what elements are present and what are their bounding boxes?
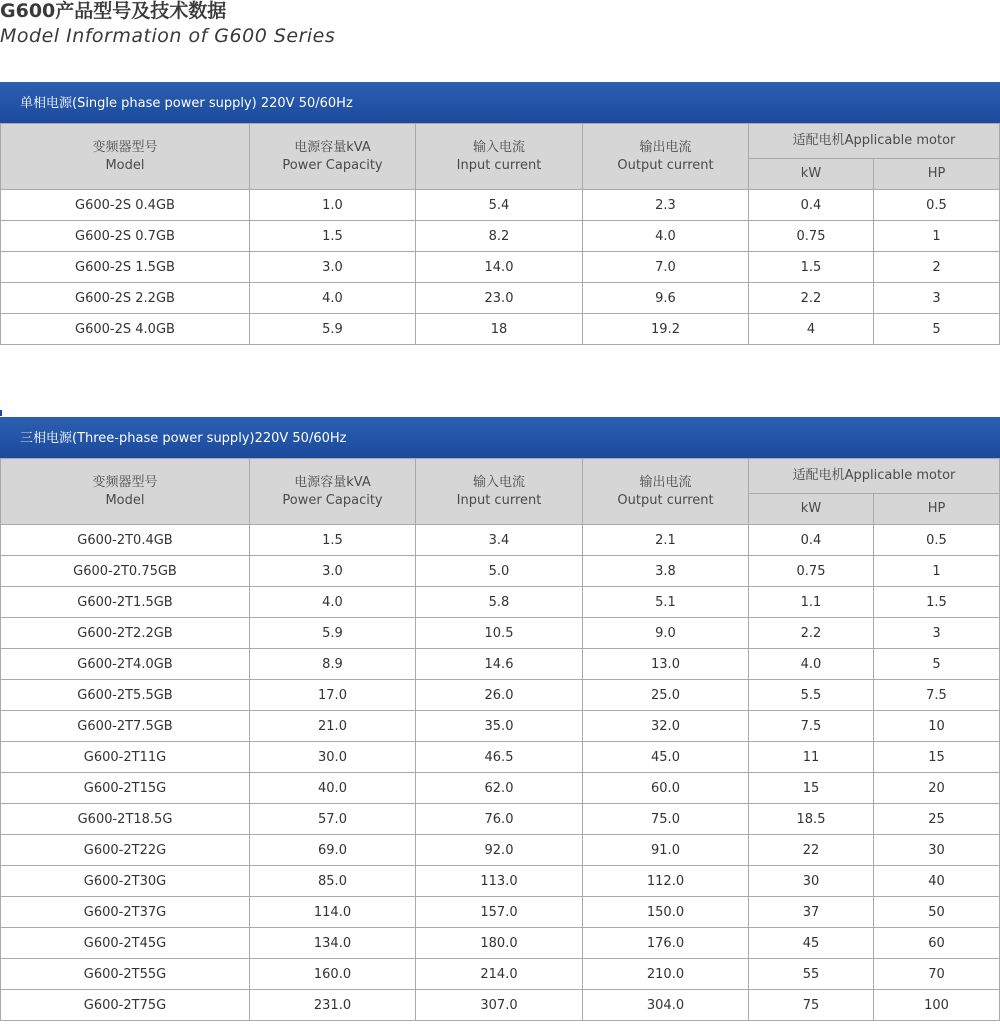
cell-kw: 4 xyxy=(749,314,874,345)
header-capacity-en: Power Capacity xyxy=(282,492,383,508)
three-phase-band: 三相电源(Three-phase power supply)220V 50/60Hz xyxy=(0,417,1000,458)
cell-model: G600-2T45G xyxy=(1,928,250,959)
cell-input-current: 14.0 xyxy=(416,252,583,283)
header-input-en: Input current xyxy=(456,492,542,508)
cell-hp: 25 xyxy=(874,804,1000,835)
cell-capacity: 134.0 xyxy=(250,928,416,959)
header-kw: kW xyxy=(749,159,874,190)
cell-model: G600-2T5.5GB xyxy=(1,680,250,711)
header-capacity-zh: 电源容量kVA xyxy=(294,139,371,155)
cell-input-current: 35.0 xyxy=(416,711,583,742)
cell-kw: 11 xyxy=(749,742,874,773)
single-phase-rows xyxy=(1,190,1000,345)
header-hp: HP xyxy=(874,494,1000,525)
cell-kw: 0.4 xyxy=(749,190,874,221)
cell-kw: 1.5 xyxy=(749,252,874,283)
cell-kw: 37 xyxy=(749,897,874,928)
cell-output-current: 210.0 xyxy=(583,959,749,990)
cell-capacity: 3.0 xyxy=(250,556,416,587)
header-input xyxy=(416,459,583,525)
cell-capacity: 4.0 xyxy=(250,283,416,314)
cell-capacity: 17.0 xyxy=(250,680,416,711)
cell-kw: 15 xyxy=(749,773,874,804)
cell-kw: 4.0 xyxy=(749,649,874,680)
cell-output-current: 25.0 xyxy=(583,680,749,711)
cell-capacity: 40.0 xyxy=(250,773,416,804)
cell-hp: 5 xyxy=(874,314,1000,345)
cell-output-current: 91.0 xyxy=(583,835,749,866)
cell-kw: 45 xyxy=(749,928,874,959)
cell-capacity: 4.0 xyxy=(250,587,416,618)
three-phase-table xyxy=(0,458,1000,1021)
header-input-en: Input current xyxy=(456,157,542,173)
cell-capacity: 57.0 xyxy=(250,804,416,835)
header-model-zh: 变频器型号 xyxy=(92,474,158,490)
cell-input-current: 5.8 xyxy=(416,587,583,618)
header-capacity-en: Power Capacity xyxy=(282,157,383,173)
cell-hp: 60 xyxy=(874,928,1000,959)
cell-hp: 15 xyxy=(874,742,1000,773)
header-input xyxy=(416,124,583,190)
cell-output-current: 75.0 xyxy=(583,804,749,835)
cell-input-current: 26.0 xyxy=(416,680,583,711)
page-subtitle: Model Information of G600 Series xyxy=(0,25,336,47)
cell-kw: 2.2 xyxy=(749,283,874,314)
table-row xyxy=(1,835,1000,866)
cell-kw: 2.2 xyxy=(749,618,874,649)
cell-output-current: 19.2 xyxy=(583,314,749,345)
cell-hp: 40 xyxy=(874,866,1000,897)
table-row xyxy=(1,680,1000,711)
table-row xyxy=(1,711,1000,742)
cell-output-current: 2.1 xyxy=(583,525,749,556)
single-phase-section xyxy=(0,82,1000,345)
cell-model: G600-2S 2.2GB xyxy=(1,283,250,314)
cell-kw: 30 xyxy=(749,866,874,897)
cell-model: G600-2S 4.0GB xyxy=(1,314,250,345)
cell-input-current: 18 xyxy=(416,314,583,345)
table-row xyxy=(1,990,1000,1021)
cell-kw: 0.75 xyxy=(749,221,874,252)
cell-model: G600-2T75G xyxy=(1,990,250,1021)
cell-hp: 20 xyxy=(874,773,1000,804)
cell-output-current: 9.6 xyxy=(583,283,749,314)
table-row xyxy=(1,190,1000,221)
cell-model: G600-2S 0.4GB xyxy=(1,190,250,221)
cell-model: G600-2T1.5GB xyxy=(1,587,250,618)
table-row xyxy=(1,742,1000,773)
header-model-zh: 变频器型号 xyxy=(92,139,158,155)
cell-output-current: 32.0 xyxy=(583,711,749,742)
cell-kw: 18.5 xyxy=(749,804,874,835)
single-phase-table xyxy=(0,123,1000,345)
cell-hp: 1.5 xyxy=(874,587,1000,618)
table-row xyxy=(1,804,1000,835)
cell-capacity: 231.0 xyxy=(250,990,416,1021)
cell-input-current: 76.0 xyxy=(416,804,583,835)
cell-model: G600-2T7.5GB xyxy=(1,711,250,742)
table-row xyxy=(1,959,1000,990)
table-row xyxy=(1,556,1000,587)
cell-output-current: 3.8 xyxy=(583,556,749,587)
table-row xyxy=(1,283,1000,314)
table-row xyxy=(1,525,1000,556)
table-row xyxy=(1,314,1000,345)
cell-kw: 22 xyxy=(749,835,874,866)
cell-kw: 1.1 xyxy=(749,587,874,618)
header-output xyxy=(583,124,749,190)
cell-capacity: 30.0 xyxy=(250,742,416,773)
cell-model: G600-2T37G xyxy=(1,897,250,928)
cell-capacity: 160.0 xyxy=(250,959,416,990)
cell-hp: 7.5 xyxy=(874,680,1000,711)
cell-capacity: 5.9 xyxy=(250,618,416,649)
table-row xyxy=(1,773,1000,804)
cell-output-current: 2.3 xyxy=(583,190,749,221)
section-marker xyxy=(0,410,2,416)
cell-input-current: 46.5 xyxy=(416,742,583,773)
cell-hp: 10 xyxy=(874,711,1000,742)
cell-input-current: 3.4 xyxy=(416,525,583,556)
cell-capacity: 8.9 xyxy=(250,649,416,680)
three-phase-rows xyxy=(1,525,1000,1021)
header-model xyxy=(1,124,250,190)
cell-hp: 2 xyxy=(874,252,1000,283)
cell-hp: 30 xyxy=(874,835,1000,866)
cell-capacity: 3.0 xyxy=(250,252,416,283)
header-hp: HP xyxy=(874,159,1000,190)
cell-kw: 75 xyxy=(749,990,874,1021)
cell-model: G600-2T22G xyxy=(1,835,250,866)
cell-hp: 1 xyxy=(874,221,1000,252)
table-row xyxy=(1,866,1000,897)
header-capacity xyxy=(250,124,416,190)
cell-model: G600-2S 0.7GB xyxy=(1,221,250,252)
cell-input-current: 214.0 xyxy=(416,959,583,990)
table-row xyxy=(1,897,1000,928)
header-output xyxy=(583,459,749,525)
cell-input-current: 8.2 xyxy=(416,221,583,252)
cell-input-current: 92.0 xyxy=(416,835,583,866)
cell-hp: 1 xyxy=(874,556,1000,587)
table-row xyxy=(1,587,1000,618)
header-capacity xyxy=(250,459,416,525)
table-row xyxy=(1,252,1000,283)
header-output-en: Output current xyxy=(617,157,714,173)
cell-kw: 7.5 xyxy=(749,711,874,742)
table-row xyxy=(1,649,1000,680)
cell-input-current: 5.0 xyxy=(416,556,583,587)
cell-output-current: 4.0 xyxy=(583,221,749,252)
cell-input-current: 5.4 xyxy=(416,190,583,221)
header-output-zh: 输出电流 xyxy=(639,139,692,155)
table-row xyxy=(1,221,1000,252)
cell-capacity: 5.9 xyxy=(250,314,416,345)
cell-input-current: 62.0 xyxy=(416,773,583,804)
cell-input-current: 10.5 xyxy=(416,618,583,649)
cell-hp: 5 xyxy=(874,649,1000,680)
cell-hp: 0.5 xyxy=(874,190,1000,221)
table-row xyxy=(1,618,1000,649)
cell-model: G600-2T15G xyxy=(1,773,250,804)
cell-hp: 100 xyxy=(874,990,1000,1021)
cell-model: G600-2S 1.5GB xyxy=(1,252,250,283)
cell-model: G600-2T11G xyxy=(1,742,250,773)
cell-output-current: 176.0 xyxy=(583,928,749,959)
cell-output-current: 13.0 xyxy=(583,649,749,680)
cell-output-current: 60.0 xyxy=(583,773,749,804)
cell-hp: 0.5 xyxy=(874,525,1000,556)
cell-model: G600-2T0.75GB xyxy=(1,556,250,587)
header-input-zh: 输入电流 xyxy=(472,474,525,490)
header-model-en: Model xyxy=(105,492,145,508)
three-phase-section xyxy=(0,417,1000,1021)
cell-output-current: 5.1 xyxy=(583,587,749,618)
cell-capacity: 1.0 xyxy=(250,190,416,221)
cell-input-current: 157.0 xyxy=(416,897,583,928)
header-motor: 适配电机Applicable motor xyxy=(749,459,1000,494)
header-model xyxy=(1,459,250,525)
header-model-en: Model xyxy=(105,157,145,173)
cell-model: G600-2T30G xyxy=(1,866,250,897)
cell-model: G600-2T0.4GB xyxy=(1,525,250,556)
header-capacity-zh: 电源容量kVA xyxy=(294,474,371,490)
cell-capacity: 21.0 xyxy=(250,711,416,742)
cell-kw: 0.75 xyxy=(749,556,874,587)
cell-capacity: 1.5 xyxy=(250,525,416,556)
cell-hp: 50 xyxy=(874,897,1000,928)
cell-capacity: 1.5 xyxy=(250,221,416,252)
header-kw: kW xyxy=(749,494,874,525)
cell-input-current: 23.0 xyxy=(416,283,583,314)
cell-hp: 3 xyxy=(874,283,1000,314)
cell-kw: 55 xyxy=(749,959,874,990)
cell-input-current: 113.0 xyxy=(416,866,583,897)
cell-model: G600-2T55G xyxy=(1,959,250,990)
cell-model: G600-2T18.5G xyxy=(1,804,250,835)
header-input-zh: 输入电流 xyxy=(472,139,525,155)
cell-output-current: 45.0 xyxy=(583,742,749,773)
cell-input-current: 180.0 xyxy=(416,928,583,959)
cell-hp: 3 xyxy=(874,618,1000,649)
cell-input-current: 14.6 xyxy=(416,649,583,680)
header-output-zh: 输出电流 xyxy=(639,474,692,490)
cell-model: G600-2T2.2GB xyxy=(1,618,250,649)
cell-output-current: 7.0 xyxy=(583,252,749,283)
header-output-en: Output current xyxy=(617,492,714,508)
cell-model: G600-2T4.0GB xyxy=(1,649,250,680)
cell-output-current: 9.0 xyxy=(583,618,749,649)
cell-capacity: 114.0 xyxy=(250,897,416,928)
cell-kw: 5.5 xyxy=(749,680,874,711)
page-title: G600产品型号及技术数据 xyxy=(0,0,227,22)
table-row xyxy=(1,928,1000,959)
cell-output-current: 112.0 xyxy=(583,866,749,897)
cell-capacity: 69.0 xyxy=(250,835,416,866)
cell-input-current: 307.0 xyxy=(416,990,583,1021)
cell-kw: 0.4 xyxy=(749,525,874,556)
cell-output-current: 150.0 xyxy=(583,897,749,928)
cell-hp: 70 xyxy=(874,959,1000,990)
cell-capacity: 85.0 xyxy=(250,866,416,897)
single-phase-band: 单相电源(Single phase power supply) 220V 50/60Hz xyxy=(0,82,1000,123)
header-motor: 适配电机Applicable motor xyxy=(749,124,1000,159)
cell-output-current: 304.0 xyxy=(583,990,749,1021)
